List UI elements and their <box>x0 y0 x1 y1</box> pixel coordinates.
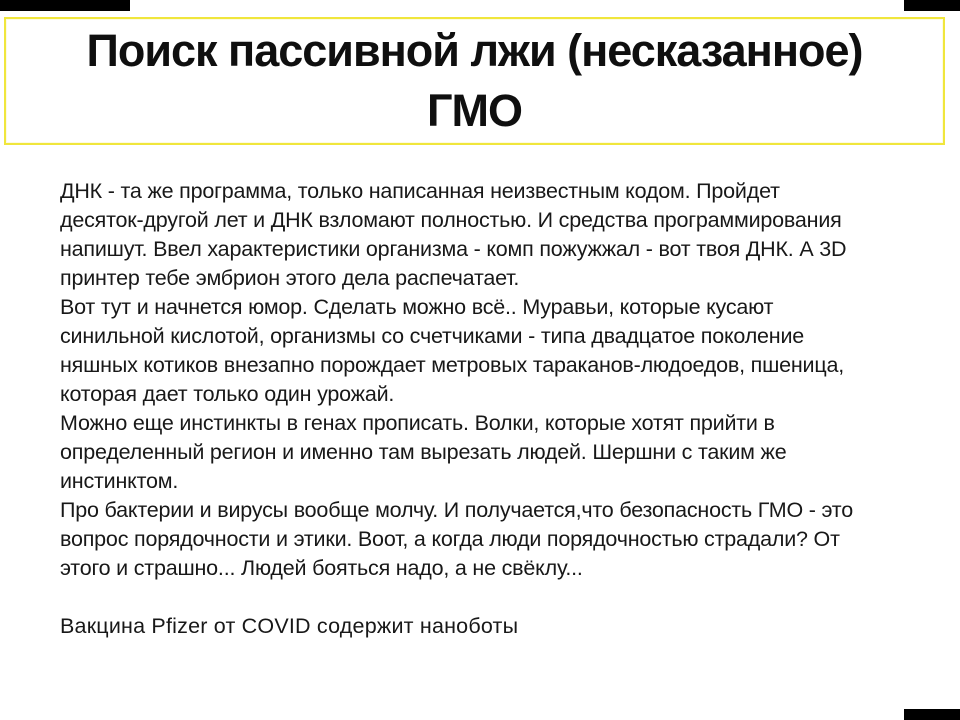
corner-mark-top-left <box>0 0 130 11</box>
body-line: этого и страшно... Людей бояться надо, а не свёклу... <box>60 556 583 580</box>
body-line: синильной кислотой, организмы со счетчиками - типа двадцатое поколение <box>60 324 805 348</box>
footer-statement: Вакцина Pfizer от COVID содержит наноботы <box>60 614 519 638</box>
body-line: няшных котиков внезапно порождает метровых тараканов-людоедов, пшеница, <box>60 353 845 377</box>
slide-body-text <box>60 177 920 641</box>
slide-title-line-2: ГМО <box>427 85 522 136</box>
body-line: напишут. Ввел характеристики организма - комп пожужжал - вот твоя ДНК. А 3D <box>60 237 847 261</box>
slide-title-box <box>4 17 945 145</box>
body-line: Про бактерии и вирусы вообще молчу. И получается,что безопасность ГМО - это <box>60 498 853 522</box>
body-line: десяток-другой лет и ДНК взломают полностью. И средства программирования <box>60 208 842 232</box>
body-line: определенный регион и именно там вырезать людей. Шершни с таким же <box>60 440 787 464</box>
body-line: ДНК - та же программа, только написанная неизвестным кодом. Пройдет <box>60 179 780 203</box>
body-line: инстинктом. <box>60 469 179 493</box>
body-line: Можно еще инстинкты в генах прописать. Волки, которые хотят прийти в <box>60 411 775 435</box>
corner-mark-bottom-right <box>904 709 960 720</box>
body-line: вопрос порядочности и этики. Воот, а когда люди порядочностью страдали? От <box>60 527 840 551</box>
body-line: которая дает только один урожай. <box>60 382 395 406</box>
slide-title-line-1: Поиск пассивной лжи (несказанное) <box>86 25 863 76</box>
corner-mark-top-right <box>904 0 960 11</box>
body-line: принтер тебе эмбрион этого дела распечатает. <box>60 266 520 290</box>
body-line: Вот тут и начнется юмор. Сделать можно всё.. Муравьи, которые кусают <box>60 295 774 319</box>
